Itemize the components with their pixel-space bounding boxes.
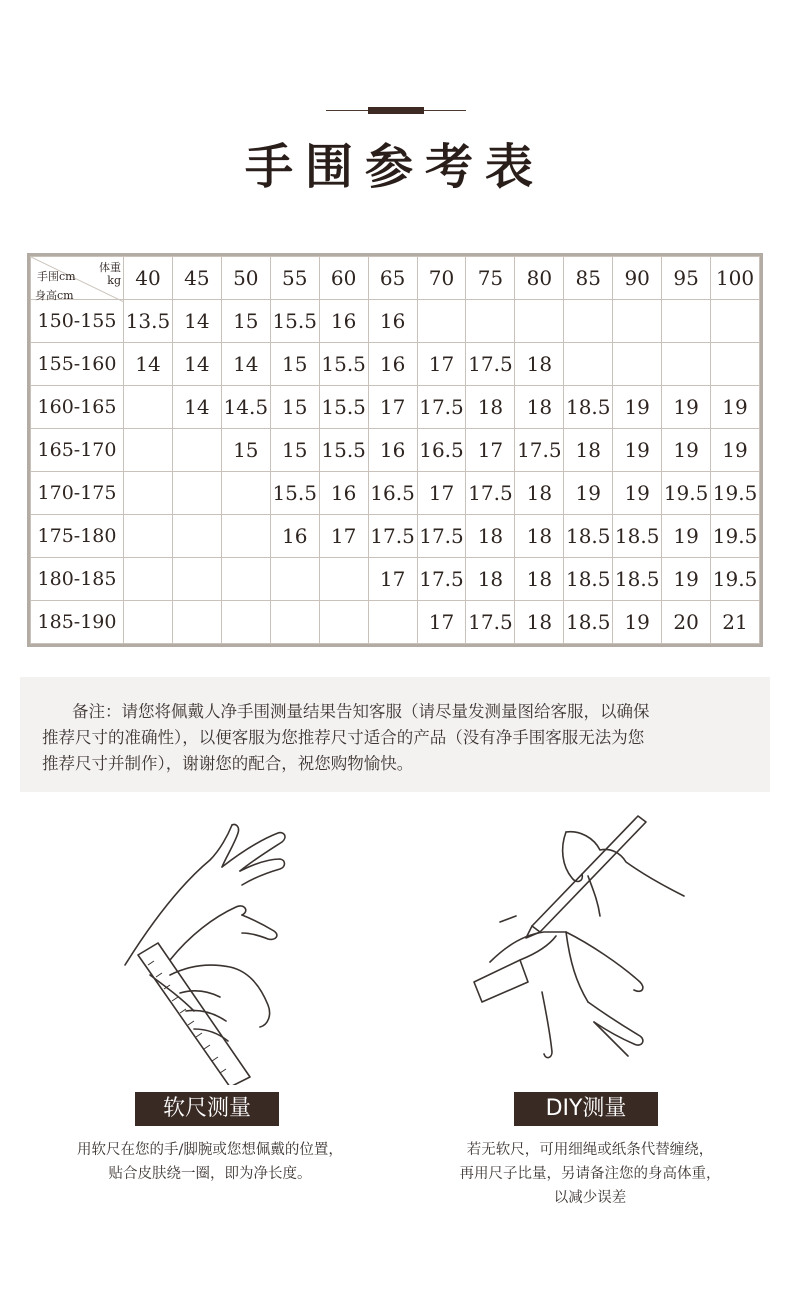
wrist-size-cell: 15	[270, 343, 319, 386]
wrist-size-cell: 19.5	[662, 472, 711, 515]
wrist-size-cell	[319, 601, 368, 644]
wrist-size-cell	[368, 601, 417, 644]
wrist-size-cell: 19	[662, 558, 711, 601]
wrist-size-cell: 18.5	[564, 601, 613, 644]
note-line-3: 推荐尺寸并制作），谢谢您的配合，祝您购物愉快。	[42, 754, 414, 773]
note-line-2: 推荐尺寸的准确性），以便客服为您推荐尺寸适合的产品（没有净手围客服无法为您	[42, 728, 645, 747]
diy-desc-line-3: 以减少误差	[553, 1190, 627, 1206]
weight-col-header: 80	[515, 257, 564, 300]
wrist-size-cell: 19	[613, 601, 662, 644]
wrist-size-cell: 17	[417, 472, 466, 515]
weight-col-header: 85	[564, 257, 613, 300]
height-range-cell: 165-170	[31, 429, 124, 472]
page-title: 手围参考表	[244, 139, 545, 195]
wrist-size-cell: 17.5	[417, 558, 466, 601]
height-range-cell: 150-155	[31, 300, 124, 343]
wrist-size-cell	[172, 558, 221, 601]
wrist-size-cell: 15	[270, 429, 319, 472]
wrist-size-cell	[662, 300, 711, 343]
wrist-size-cell: 20	[662, 601, 711, 644]
wrist-size-cell: 17.5	[417, 515, 466, 558]
weight-col-header: 45	[172, 257, 221, 300]
height-range-cell: 170-175	[31, 472, 124, 515]
table-row	[31, 472, 760, 515]
weight-col-header: 60	[319, 257, 368, 300]
wrist-size-cell: 18.5	[564, 515, 613, 558]
wrist-size-cell: 17.5	[515, 429, 564, 472]
wrist-size-cell: 17	[368, 558, 417, 601]
diy-label: DIY测量	[514, 1092, 658, 1126]
wrist-size-cell: 18	[515, 343, 564, 386]
wrist-size-cell: 17	[417, 343, 466, 386]
wrist-size-cell: 19	[711, 429, 760, 472]
wrist-size-cell: 18	[515, 558, 564, 601]
wrist-size-cell: 15.5	[270, 300, 319, 343]
wrist-size-cell: 17	[417, 601, 466, 644]
wrist-size-cell: 19	[662, 386, 711, 429]
wrist-size-cell: 19.5	[711, 472, 760, 515]
wrist-size-cell: 16.5	[417, 429, 466, 472]
wrist-size-cell: 19.5	[711, 558, 760, 601]
title-bar	[368, 107, 424, 114]
diy-desc-line-1: 若无软尺，可用细绳或纸条代替缠绕，	[466, 1142, 714, 1158]
wrist-size-cell	[124, 429, 173, 472]
wrist-size-cell: 14	[172, 386, 221, 429]
table-row	[31, 343, 760, 386]
wrist-size-cell: 16	[368, 300, 417, 343]
height-range-cell: 175-180	[31, 515, 124, 558]
wrist-size-cell: 16	[368, 429, 417, 472]
wrist-size-cell: 15	[221, 300, 270, 343]
note-box	[20, 677, 770, 792]
wrist-size-cell	[221, 601, 270, 644]
wrist-size-cell: 18	[564, 429, 613, 472]
wrist-size-cell: 21	[711, 601, 760, 644]
wrist-size-cell: 19	[662, 429, 711, 472]
wrist-size-cell	[124, 601, 173, 644]
wrist-size-cell: 13.5	[124, 300, 173, 343]
wrist-size-cell: 16.5	[368, 472, 417, 515]
wrist-size-cell: 18	[515, 601, 564, 644]
wrist-size-cell: 19	[711, 386, 760, 429]
table-row	[31, 386, 760, 429]
table-row	[31, 558, 760, 601]
wrist-size-cell: 17	[319, 515, 368, 558]
wrist-size-cell: 18	[466, 558, 515, 601]
wrist-size-cell	[319, 558, 368, 601]
wrist-size-cell: 15	[221, 429, 270, 472]
wrist-header: 手围cm	[37, 270, 76, 283]
wrist-size-cell	[417, 300, 466, 343]
wrist-size-cell: 18	[515, 386, 564, 429]
weight-col-header: 70	[417, 257, 466, 300]
wrist-size-cell	[613, 300, 662, 343]
wrist-size-cell	[172, 429, 221, 472]
wrist-size-cell: 14	[124, 343, 173, 386]
wrist-size-cell: 19	[613, 386, 662, 429]
table-row	[31, 515, 760, 558]
wrist-size-cell: 17	[466, 429, 515, 472]
table-corner	[31, 257, 124, 300]
weight-col-header: 90	[613, 257, 662, 300]
wrist-size-cell	[270, 558, 319, 601]
wrist-size-cell: 16	[368, 343, 417, 386]
wrist-size-cell: 16	[270, 515, 319, 558]
wrist-size-cell: 15	[270, 386, 319, 429]
wrist-size-cell: 17.5	[466, 343, 515, 386]
wrist-size-cell: 18	[466, 515, 515, 558]
diy-description	[400, 1138, 780, 1210]
soft-tape-description	[20, 1138, 400, 1186]
wrist-size-cell	[124, 386, 173, 429]
wrist-size-cell	[172, 515, 221, 558]
wrist-size-cell: 17.5	[466, 472, 515, 515]
height-header: 身高cm	[35, 289, 74, 302]
height-range-cell: 155-160	[31, 343, 124, 386]
wrist-size-cell: 18.5	[564, 558, 613, 601]
wrist-size-cell: 19	[613, 429, 662, 472]
weight-col-header: 65	[368, 257, 417, 300]
wrist-size-cell: 14	[172, 343, 221, 386]
weight-col-header: 75	[466, 257, 515, 300]
wrist-size-cell	[172, 601, 221, 644]
wrist-size-cell: 15.5	[319, 343, 368, 386]
soft-tape-label: 软尺测量	[135, 1092, 279, 1126]
wrist-size-cell	[124, 472, 173, 515]
wrist-size-cell	[221, 515, 270, 558]
wrist-size-cell: 15.5	[270, 472, 319, 515]
wrist-size-cell: 14	[221, 343, 270, 386]
soft-tape-desc-line-2: 贴合皮肤绕一圈，即为净长度。	[108, 1166, 312, 1182]
wrist-size-cell: 14	[172, 300, 221, 343]
wrist-size-cell: 18.5	[613, 515, 662, 558]
weight-col-header: 95	[662, 257, 711, 300]
wrist-size-cell: 15.5	[319, 429, 368, 472]
wrist-size-cell	[515, 300, 564, 343]
weight-col-header: 40	[124, 257, 173, 300]
wrist-size-cell: 19.5	[711, 515, 760, 558]
wrist-size-cell: 14.5	[221, 386, 270, 429]
wrist-size-cell	[221, 558, 270, 601]
wrist-size-cell	[270, 601, 319, 644]
wrist-size-cell: 18.5	[613, 558, 662, 601]
table-header-row	[31, 257, 760, 300]
wrist-size-cell: 17.5	[466, 601, 515, 644]
wrist-size-cell: 17.5	[368, 515, 417, 558]
wrist-size-cell: 18	[515, 472, 564, 515]
diy-desc-line-2: 再用尺子比量，另请备注您的身高体重，	[459, 1166, 721, 1182]
height-range-cell: 180-185	[31, 558, 124, 601]
wrist-size-cell	[711, 300, 760, 343]
wrist-size-cell	[613, 343, 662, 386]
note-line-1: 备注：请您将佩戴人净手围测量结果告知客服（请尽量发测量图给客服，以确保	[72, 702, 650, 721]
wrist-size-cell	[124, 515, 173, 558]
wrist-size-cell	[124, 558, 173, 601]
wrist-size-cell: 19	[564, 472, 613, 515]
wrist-size-cell: 18.5	[564, 386, 613, 429]
size-table	[27, 253, 763, 647]
weight-col-header: 100	[711, 257, 760, 300]
wrist-size-cell: 17	[368, 386, 417, 429]
wrist-size-cell	[662, 343, 711, 386]
table-row	[31, 300, 760, 343]
weight-header: 体重 kg	[99, 261, 121, 287]
title-decoration	[326, 104, 466, 116]
height-range-cell: 160-165	[31, 386, 124, 429]
table-row	[31, 429, 760, 472]
wrist-size-cell	[564, 343, 613, 386]
wrist-size-cell: 19	[662, 515, 711, 558]
weight-col-header: 55	[270, 257, 319, 300]
wrist-size-cell: 16	[319, 472, 368, 515]
wrist-size-cell: 15.5	[319, 386, 368, 429]
height-range-cell: 185-190	[31, 601, 124, 644]
diy-measure-illustration	[470, 812, 700, 1062]
wrist-size-cell	[172, 472, 221, 515]
wrist-size-cell: 18	[515, 515, 564, 558]
wrist-size-cell: 19	[613, 472, 662, 515]
soft-tape-desc-line-1: 用软尺在您的手/脚腕或您想佩戴的位置，	[77, 1142, 343, 1158]
table-row	[31, 601, 760, 644]
tape-measure-illustration	[110, 815, 310, 1085]
wrist-size-cell: 18	[466, 386, 515, 429]
wrist-size-cell	[564, 300, 613, 343]
wrist-size-cell	[221, 472, 270, 515]
wrist-size-cell: 16	[319, 300, 368, 343]
wrist-size-cell	[466, 300, 515, 343]
wrist-size-cell	[711, 343, 760, 386]
weight-col-header: 50	[221, 257, 270, 300]
wrist-size-cell: 17.5	[417, 386, 466, 429]
